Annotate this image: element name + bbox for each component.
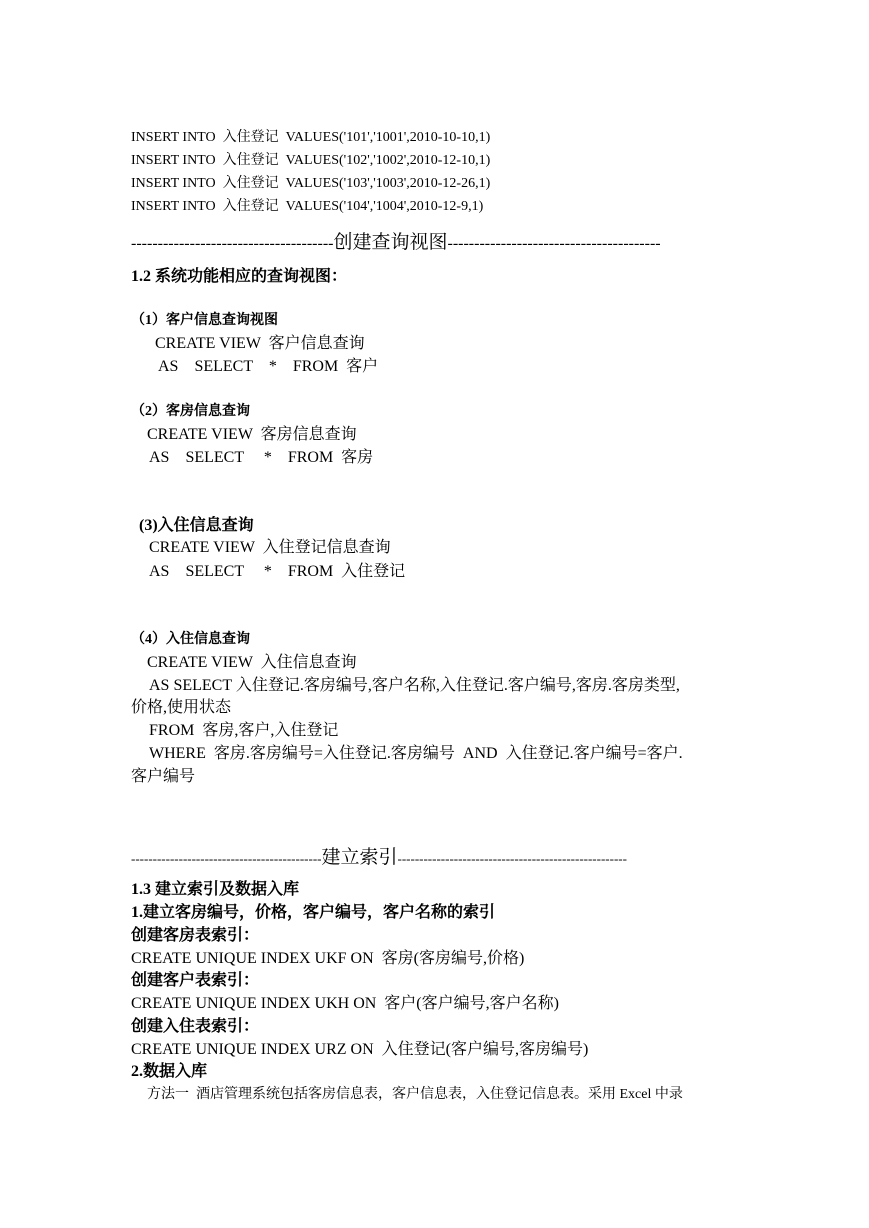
view2-sql-line2: AS SELECT * FROM 客房 — [149, 449, 374, 466]
view4-sql-line1: CREATE VIEW 入住信息查询 — [147, 654, 357, 671]
view4-sql-line2: AS SELECT 入住登记.客房编号,客户名称,入住登记.客户编号,客房.客房类型, — [149, 677, 680, 694]
customer-index-label: 创建客户表索引： — [131, 972, 260, 989]
separator-left-dashes: -------------------------------------- — [131, 235, 334, 252]
insert-line-2: INSERT INTO 入住登记 VALUES('102','1002',2010-12-10,1) — [131, 153, 491, 168]
room-index-label: 创建客房表索引： — [131, 927, 260, 944]
separator-left-dashes: -------------------------------------------- — [131, 851, 322, 866]
view4-sql-line5: WHERE 客房.客房编号=入住登记.客房编号 AND 入住登记.客户编号=客户. — [149, 745, 683, 762]
view3-heading: (3)入住信息查询 — [139, 517, 254, 534]
room-index-sql: CREATE UNIQUE INDEX UKF ON 客房(客房编号,价格) — [131, 950, 525, 967]
subsection-1-heading: 1.建立客房编号，价格，客户编号，客户名称的索引 — [131, 904, 496, 921]
section-1-3-heading: 1.3 建立索引及数据入库 — [131, 881, 300, 898]
view1-sql-line2: AS SELECT * FROM 客户 — [158, 358, 379, 375]
separator-title: 建立索引 — [321, 847, 398, 868]
view2-sql-line1: CREATE VIEW 客房信息查询 — [147, 426, 357, 443]
subsection-2-heading: 2.数据入库 — [131, 1063, 208, 1080]
separator-create-view — [131, 233, 661, 252]
view4-sql-line4: FROM 客房,客户,入住登记 — [149, 722, 339, 739]
insert-line-1: INSERT INTO 入住登记 VALUES('101','1001',2010-10-10,1) — [131, 130, 491, 145]
view4-sql-line6: 客户编号 — [131, 768, 196, 785]
section-1-2-heading: 1.2 系统功能相应的查询视图： — [131, 268, 348, 285]
view4-heading: （4）入住信息查询 — [131, 632, 250, 647]
separator-build-index — [131, 848, 627, 867]
view2-heading: （2）客房信息查询 — [131, 404, 250, 419]
view4-sql-line3: 价格,使用状态 — [131, 699, 232, 716]
separator-title: 创建查询视图 — [333, 232, 448, 253]
view3-sql-line1: CREATE VIEW 入住登记信息查询 — [149, 539, 391, 556]
separator-right-dashes: ----------------------------------------------------- — [397, 851, 627, 866]
view3-sql-line2: AS SELECT * FROM 入住登记 — [149, 563, 406, 580]
view1-sql-line1: CREATE VIEW 客户信息查询 — [155, 335, 365, 352]
customer-index-sql: CREATE UNIQUE INDEX UKH ON 客户(客户编号,客户名称) — [131, 995, 559, 1012]
checkin-index-sql: CREATE UNIQUE INDEX URZ ON 入住登记(客户编号,客房编号) — [131, 1041, 589, 1058]
method-one-paragraph: 方法一 酒店管理系统包括客房信息表，客户信息表，入住登记信息表。采用 Excel 中录 — [147, 1087, 683, 1102]
insert-line-4: INSERT INTO 入住登记 VALUES('104','1004',2010-12-9,1) — [131, 199, 484, 214]
insert-line-3: INSERT INTO 入住登记 VALUES('103','1003',2010-12-26,1) — [131, 176, 491, 191]
checkin-index-label: 创建入住表索引： — [131, 1018, 260, 1035]
view1-heading: （1）客户信息查询视图 — [131, 313, 278, 328]
separator-right-dashes: ---------------------------------------- — [447, 235, 661, 252]
